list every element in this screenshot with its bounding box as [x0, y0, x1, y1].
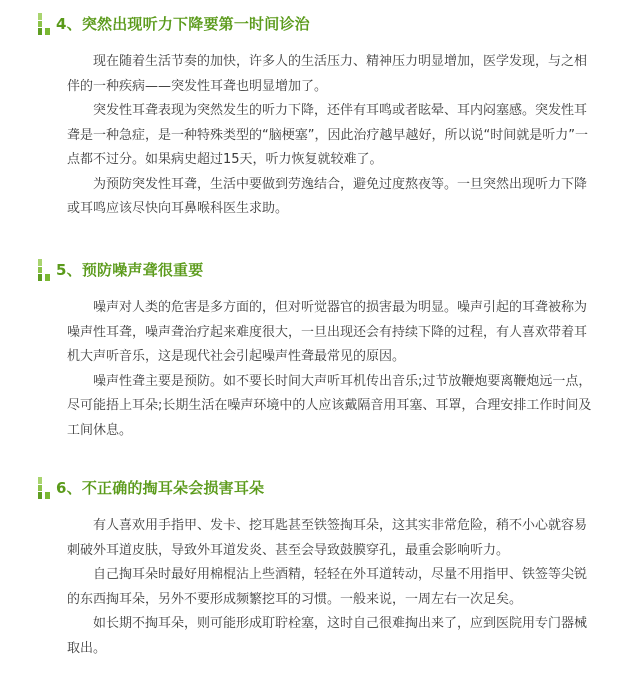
paragraph: 突发性耳聋表现为突然发生的听力下降，还伴有耳鸣或者眩晕、耳内闷塞感。突发性耳聋是一种急症，是一种特殊类型的“脑梗塞”，因此治疗越早越好，所以说“时间就是听力”一点都不过分。如果病史超过15天，听力恢复就较难了。 [67, 103, 588, 167]
section-4 [0, 12, 640, 222]
paragraph: 有人喜欢用手指甲、发卡、挖耳匙甚至铁签掏耳朵，这其实非常危险，稍不小心就容易刺破外耳道皮肤，导致外耳道发炎、甚至会导致鼓膜穿孔，最重会影响听力。 [67, 518, 588, 558]
section-5 [0, 258, 640, 443]
paragraph: 为预防突发性耳聋，生活中要做到劳逸结合，避免过度熬夜等。一旦突然出现听力下降或耳鸣应该尽快向耳鼻喉科医生求助。 [67, 176, 588, 216]
paragraph: 噪声性聋主要是预防。如不要长时间大声听耳机传出音乐;过节放鞭炮要离鞭炮远一点，尽可能捂上耳朵;长期生活在噪声环境中的人应该戴隔音用耳塞、耳罩，合理安排工作时间及工间休息。 [67, 373, 592, 438]
section-heading [0, 476, 640, 500]
paragraph: 现在随着生活节奏的加快，许多人的生活压力、精神压力明显增加，医学发现，与之相伴的一种疾病——突发性耳聋也明显增加了。 [67, 54, 588, 94]
paragraph: 自己掏耳朵时最好用棉棍沾上些酒精，轻轻在外耳道转动，尽量不用指甲、铁签等尖锐的东西掏耳朵，另外不要形成频繁挖耳的习惯。一般来说，一周左右一次足矣。 [67, 567, 588, 607]
section-heading-text: 6、不正确的掏耳朵会损害耳朵 [56, 479, 265, 497]
paragraph: 如长期不掏耳朵，则可能形成耵聍栓塞，这时自己很难掏出来了，应到医院用专门器械取出。 [67, 616, 588, 656]
section-heading-text: 4、突然出现听力下降要第一时间诊治 [56, 15, 310, 33]
green-bars-icon [38, 477, 50, 499]
section-heading-text: 5、预防噪声聋很重要 [56, 261, 204, 279]
section-heading [0, 258, 640, 282]
green-bars-icon [38, 259, 50, 281]
section-heading [0, 12, 640, 36]
green-bars-icon [38, 13, 50, 35]
paragraph: 噪声对人类的危害是多方面的，但对听觉器官的损害最为明显。噪声引起的耳聋被称为噪声性耳聋，噪声聋治疗起来难度很大，一旦出现还会有持续下降的过程，有人喜欢带着耳机大声听音乐，这是现代社会引起噪声性聋最常见的原因。 [67, 300, 588, 364]
section-6 [0, 476, 640, 661]
